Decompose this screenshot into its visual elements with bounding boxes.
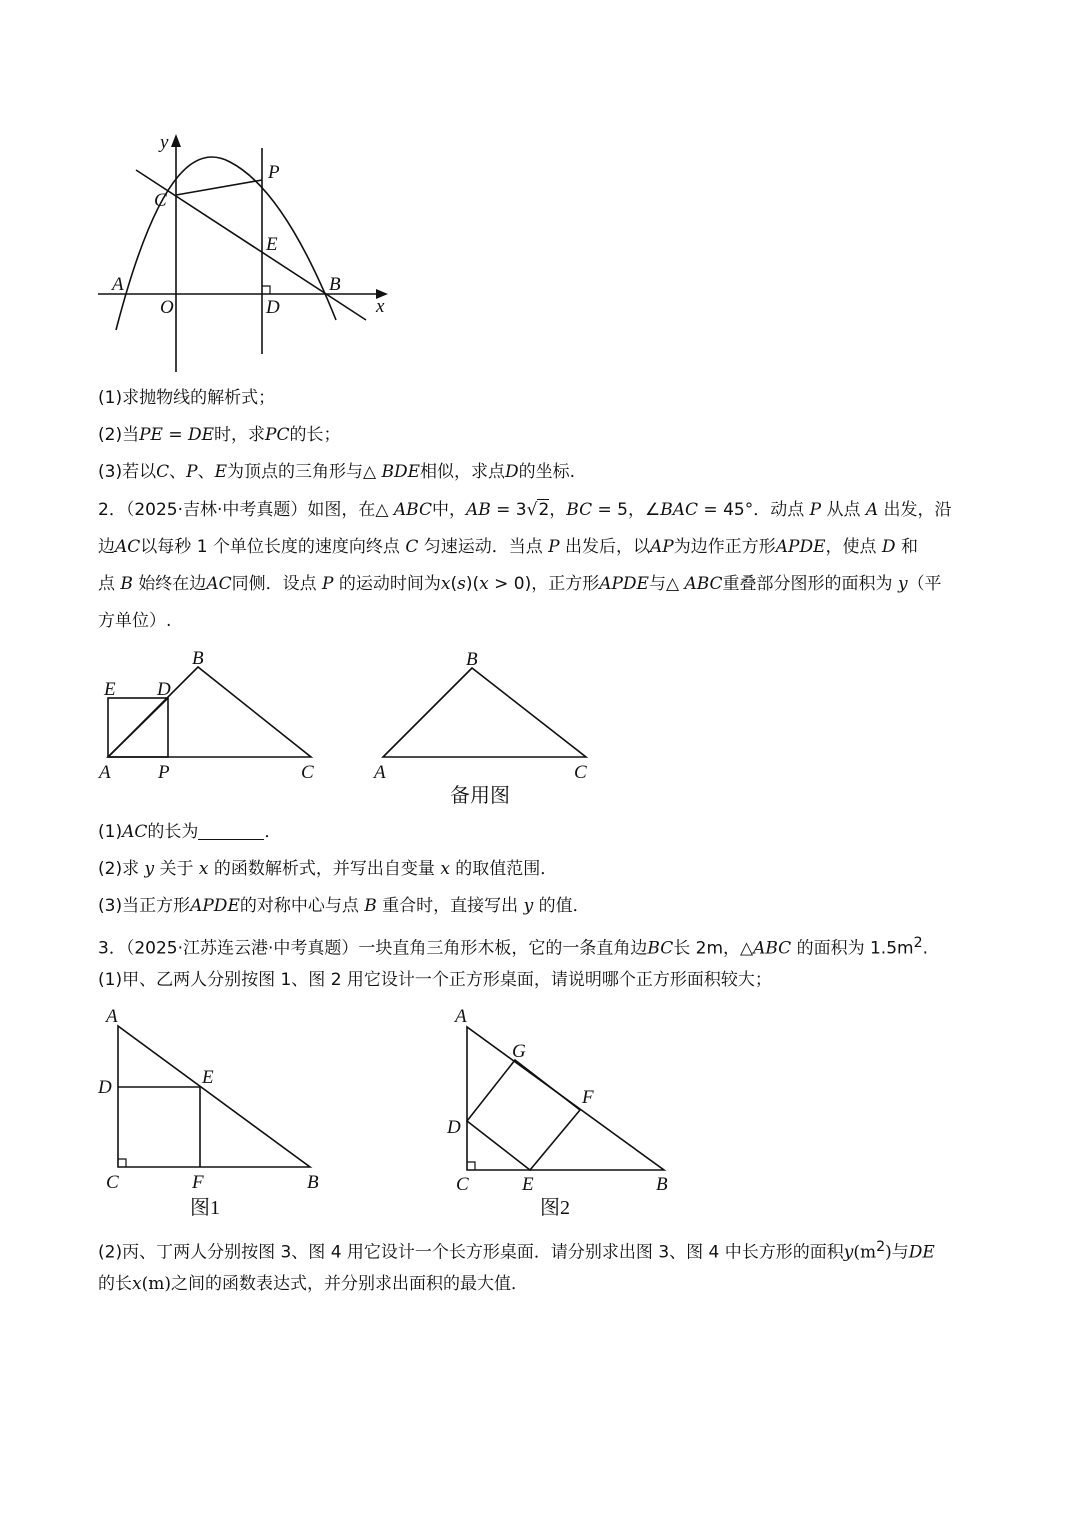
label-a: A [99, 762, 111, 783]
parabola-curve [116, 157, 336, 330]
label-d: D [266, 297, 280, 318]
fig2-label-g: G [512, 1041, 526, 1062]
q1-part3: (3)若以C、P、E为顶点的三角形与△ BDE相似，求点D的坐标. [98, 462, 576, 482]
fig2-caption: 图2 [540, 1197, 570, 1219]
label-c: C [154, 190, 167, 211]
q2-stem-line4: 方单位）. [98, 611, 172, 631]
fig1-label-b: B [307, 1172, 319, 1193]
label-p: P [268, 162, 280, 183]
fig1-label-d: D [98, 1077, 112, 1098]
q2-part2: (2)求 y 关于 x 的函数解析式，并写出自变量 x 的取值范围． [98, 859, 558, 879]
fig1-right-angle [118, 1159, 126, 1167]
label-b: B [192, 648, 204, 669]
fig1-label-f: F [192, 1172, 204, 1193]
fig1-square [118, 1087, 200, 1167]
label-y: y [160, 132, 169, 153]
q3-part2-line2: 的长x(m)之间的函数表达式，并分别求出面积的最大值． [98, 1274, 528, 1294]
y-axis-arrow [171, 134, 181, 147]
diagonal-ad [108, 698, 168, 757]
label-e: E [266, 234, 278, 255]
label-b2: B [466, 649, 478, 670]
fig1-label-e: E [202, 1067, 214, 1088]
q3-figures [95, 1003, 685, 1223]
fig2-label-d: D [447, 1117, 461, 1138]
q2-stem-line3: 点 B 始终在边AC同侧．设点 P 的运动时间为x(s)(x > 0)，正方形APDE与△ ABC重叠部分图形的面积为 y（平 [98, 574, 942, 594]
fig2-label-e: E [522, 1174, 534, 1195]
q2-part3: (3)当正方形APDE的对称中心与点 B 重合时，直接写出 y 的值． [98, 896, 590, 916]
fig2-label-a: A [455, 1006, 467, 1027]
q3-part1: (1)甲、乙两人分别按图 1、图 2 用它设计一个正方形桌面，请说明哪个正方形面积较大； [98, 970, 772, 990]
answer-blank[interactable] [198, 823, 264, 840]
segment-cp [176, 180, 262, 195]
label-b: B [329, 274, 341, 295]
label-a: A [112, 274, 124, 295]
fig1-label-c: C [106, 1172, 119, 1193]
q3-part2-line1: (2)丙、丁两人分别按图 3、图 4 用它设计一个长方形桌面．请分别求出图 3、图 4 中长方形的面积$y(m^2)$与DE [98, 1239, 935, 1263]
fig2-label-c: C [456, 1174, 469, 1195]
triangle-abc [108, 667, 311, 757]
q2-figures [95, 645, 605, 815]
q2-stem-line2: 边AC以每秒 1 个单位长度的速度向终点 C 匀速运动．当点 P 出发后，以AP为边作正方形APDE，使点 D 和 [98, 537, 918, 557]
fig2-label-b: B [656, 1174, 668, 1195]
fig1-caption: 图1 [190, 1197, 220, 1219]
q1-part1: (1)求抛物线的解析式； [98, 388, 276, 408]
label-p: P [158, 762, 170, 783]
q3-stem: 3．（2025·江苏连云港·中考真题）一块直角三角形木板，它的一条直角边BC长 2m，△ABC 的面积为 $1.5m^2$. [98, 935, 928, 959]
label-c2: C [574, 762, 587, 783]
fig1-label-a: A [106, 1006, 118, 1027]
fig2-square [467, 1060, 580, 1170]
label-d: D [157, 679, 171, 700]
right-angle-mark [262, 286, 270, 294]
label-c: C [301, 762, 314, 783]
q2-stem-line1: 2．（2025·吉林·中考真题）如图，在△ ABC中，AB = 3√2，BC = 5，∠BAC = 45°．动点 P 从点 A 出发，沿 [98, 500, 952, 520]
q1-part2: (2)当PE = DE时，求PC的长； [98, 425, 341, 445]
label-a2: A [374, 762, 386, 783]
backup-triangle-abc [383, 668, 586, 757]
label-x: x [376, 296, 385, 317]
sqrt-symbol: √ [526, 500, 538, 520]
parabola-figure [90, 128, 400, 378]
fig2-right-angle [467, 1162, 475, 1170]
label-o: O [160, 297, 174, 318]
fig2-label-f: F [582, 1087, 594, 1108]
q2-part1: (1)AC的长为 ． [98, 822, 282, 842]
label-e: E [104, 679, 116, 700]
fig1-triangle [118, 1026, 310, 1167]
backup-figure-caption: 备用图 [450, 785, 510, 807]
